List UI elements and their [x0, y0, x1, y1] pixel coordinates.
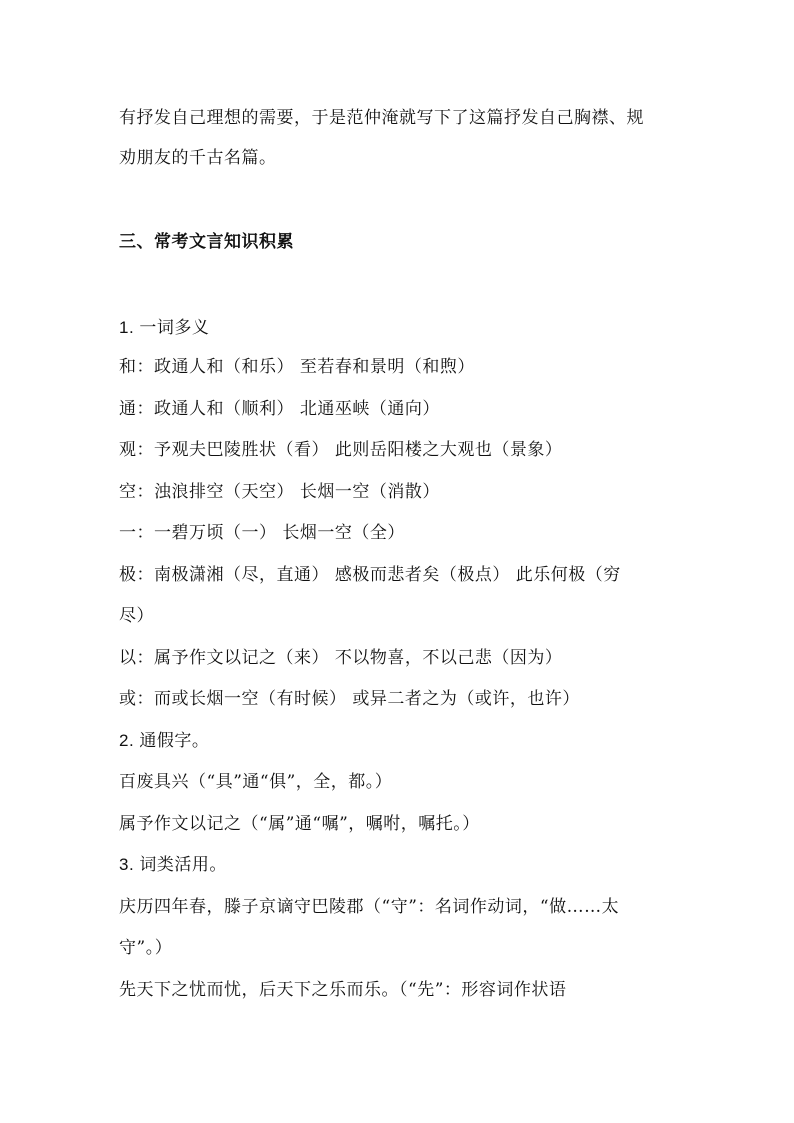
- part3-title: 3. 词类活用。: [119, 855, 227, 874]
- list-item: 通：政通人和（顺利） 北通巫峡（通向）: [119, 399, 440, 419]
- intro-line-2: 劝朋友的千古名篇。: [119, 148, 277, 168]
- list-item: 百废具兴（“具”通“俱”，全，都。）: [119, 772, 393, 792]
- part1-title: 1. 一词多义: [119, 318, 210, 337]
- list-item: 庆历四年春，滕子京谪守巴陵郡（“守”：名词作动词，“做……太: [119, 897, 620, 917]
- list-item: 先天下之忧而忧，后天下之乐而乐。（“先”：形容词作状语: [119, 980, 567, 1000]
- intro-line-1: 有抒发自己理想的需要，于是范仲淹就写下了这篇抒发自己胸襟、规: [119, 108, 644, 128]
- list-item: 尽）: [119, 606, 154, 626]
- list-item: 或：而或长烟一空（有时候） 或异二者之为（或许，也许）: [119, 689, 580, 709]
- list-item: 和：政通人和（和乐） 至若春和景明（和煦）: [119, 357, 475, 377]
- list-item: 以：属予作文以记之（来） 不以物喜，不以己悲（因为）: [119, 648, 563, 668]
- section-title: 三、常考文言知识积累: [119, 232, 294, 252]
- list-item: 观：予观夫巴陵胜状（看） 此则岳阳楼之大观也（景象）: [119, 440, 563, 460]
- part2-title: 2. 通假字。: [119, 731, 210, 750]
- list-item: 守”。）: [119, 938, 173, 958]
- list-item: 极：南极潇湘（尽，直通） 感极而悲者矣（极点） 此乐何极（穷: [119, 565, 621, 585]
- list-item: 空：浊浪排空（天空） 长烟一空（消散）: [119, 482, 440, 502]
- list-item: 属予作文以记之（“属”通“嘱”，嘱咐，嘱托。）: [119, 814, 480, 834]
- list-item: 一：一碧万顷（一） 长烟一空（全）: [119, 523, 405, 543]
